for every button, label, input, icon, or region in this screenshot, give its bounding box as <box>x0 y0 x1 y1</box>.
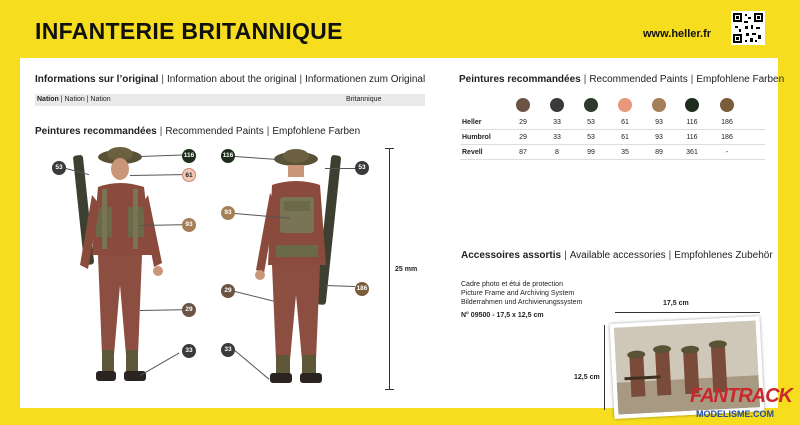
height-dimension-line <box>389 148 390 390</box>
nation-row <box>35 94 425 106</box>
paint-swatch <box>584 98 598 112</box>
paints-right-title-de: Empfohlene Farben <box>696 74 785 85</box>
paint-code-cell: - <box>725 149 729 156</box>
original-info-heading: Informations sur l’original | Information about the original | Informationen zum Original <box>35 74 426 85</box>
paint-callout-33: 33 <box>221 343 235 357</box>
width-dimension-line <box>615 312 760 313</box>
paint-code-cell: 116 <box>686 119 698 126</box>
back-soldier-figure <box>240 145 350 393</box>
paint-brand: Revell <box>462 149 483 156</box>
height-dimension-cap-top <box>385 148 394 149</box>
photo-width-label: 17,5 cm <box>663 300 689 307</box>
photo-height-label: 12,5 cm <box>574 374 600 381</box>
paint-code-cell: 361 <box>686 149 698 156</box>
paint-swatch <box>550 98 564 112</box>
watermark-logo <box>690 385 800 425</box>
paint-callout-53: 53 <box>52 161 66 175</box>
accessory-line-fr: Cadre photo et étui de protection <box>461 281 563 288</box>
paints-left-title-de: Empfohlene Farben <box>272 126 361 137</box>
height-label: 25 mm <box>395 266 418 273</box>
paint-callout-33: 33 <box>182 344 196 358</box>
paint-code-cell: 93 <box>655 119 663 126</box>
paint-code-cell: 33 <box>553 119 561 126</box>
paint-code-cell: 186 <box>721 119 733 126</box>
paint-code-cell: 33 <box>553 134 561 141</box>
watermark-site: MODELISME.COM <box>696 409 774 419</box>
paint-code-cell: 53 <box>587 119 595 126</box>
paint-callout-53: 53 <box>355 161 369 175</box>
paint-code-cell: 29 <box>519 134 527 141</box>
accessories-title-fr: Accessoires assortis <box>461 250 562 261</box>
paints-right-title-en: Recommended Paints <box>589 74 688 85</box>
page-title: INFANTERIE BRITANNIQUE <box>35 18 343 44</box>
paint-swatch <box>652 98 666 112</box>
paints-left-heading: Peintures recommandées | Recommended Paints | Empfohlene Farben <box>35 126 361 137</box>
paint-callout-29: 29 <box>182 303 196 317</box>
paint-swatch <box>618 98 632 112</box>
original-info-title-fr: Informations sur l’original <box>35 74 159 85</box>
paint-code-cell: 186 <box>721 134 733 141</box>
paint-code-cell: 87 <box>519 149 527 156</box>
accessories-title-en: Available accessories <box>569 250 666 261</box>
front-soldier-figure <box>70 145 180 393</box>
accessories-title-de: Empfohlenes Zubehör <box>674 250 773 261</box>
accessory-ref: N° 09500 - 17,5 x 12,5 cm <box>461 312 544 319</box>
accessory-line-de: Bilderrahmen und Archivierungssystem <box>461 299 583 306</box>
original-info-title-de: Informationen zum Original <box>305 74 426 85</box>
paint-code-cell: 29 <box>519 119 527 126</box>
paints-left-title-fr: Peintures recommandées <box>35 126 157 137</box>
qr-code-icon[interactable] <box>731 11 765 45</box>
leader-line <box>325 168 355 169</box>
paints-right-title-fr: Peintures recommandées <box>459 74 581 85</box>
paint-callout-186: 186 <box>355 282 369 296</box>
paint-callout-29: 29 <box>221 284 235 298</box>
nation-label: Nation | Nation | Nation <box>37 96 111 103</box>
paints-right-heading: Peintures recommandées | Recommended Paints | Empfohlene Farben <box>459 74 785 85</box>
paint-brand: Heller <box>462 119 482 126</box>
paint-table-row <box>460 131 765 145</box>
paint-swatch <box>720 98 734 112</box>
paint-code-cell: 93 <box>655 134 663 141</box>
paint-code-cell: 8 <box>555 149 559 156</box>
paint-code-cell: 116 <box>686 134 698 141</box>
header <box>0 0 800 58</box>
paint-callout-61: 61 <box>182 168 196 182</box>
paint-code-cell: 35 <box>621 149 629 156</box>
paint-table-row <box>460 116 765 130</box>
paints-left-title-en: Recommended Paints <box>165 126 264 137</box>
nation-value: Britannique <box>346 96 382 103</box>
accessories-heading: Accessoires assortis | Available accessories | Empfohlenes Zubehör <box>461 250 773 261</box>
paint-code-cell: 61 <box>621 119 629 126</box>
paint-callout-93: 93 <box>221 206 235 220</box>
paint-code-cell: 89 <box>655 149 663 156</box>
photo-height-dimension-line <box>604 325 605 410</box>
paint-callout-116: 116 <box>182 149 196 163</box>
website-link[interactable]: www.heller.fr <box>643 28 712 40</box>
accessory-line-en: Picture Frame and Archiving System <box>461 290 575 297</box>
watermark-brand: FANTRACK <box>690 385 792 407</box>
paint-brand: Humbrol <box>462 134 491 141</box>
paint-code-cell: 61 <box>621 134 629 141</box>
paint-callout-116: 116 <box>221 149 235 163</box>
height-dimension-cap-bottom <box>385 389 394 390</box>
paint-swatch <box>685 98 699 112</box>
paint-code-cell: 53 <box>587 134 595 141</box>
paint-code-cell: 99 <box>587 149 595 156</box>
original-info-title-en: Information about the original <box>166 74 297 85</box>
paint-callout-93: 93 <box>182 218 196 232</box>
paint-swatch <box>516 98 530 112</box>
paint-table-row <box>460 146 765 160</box>
